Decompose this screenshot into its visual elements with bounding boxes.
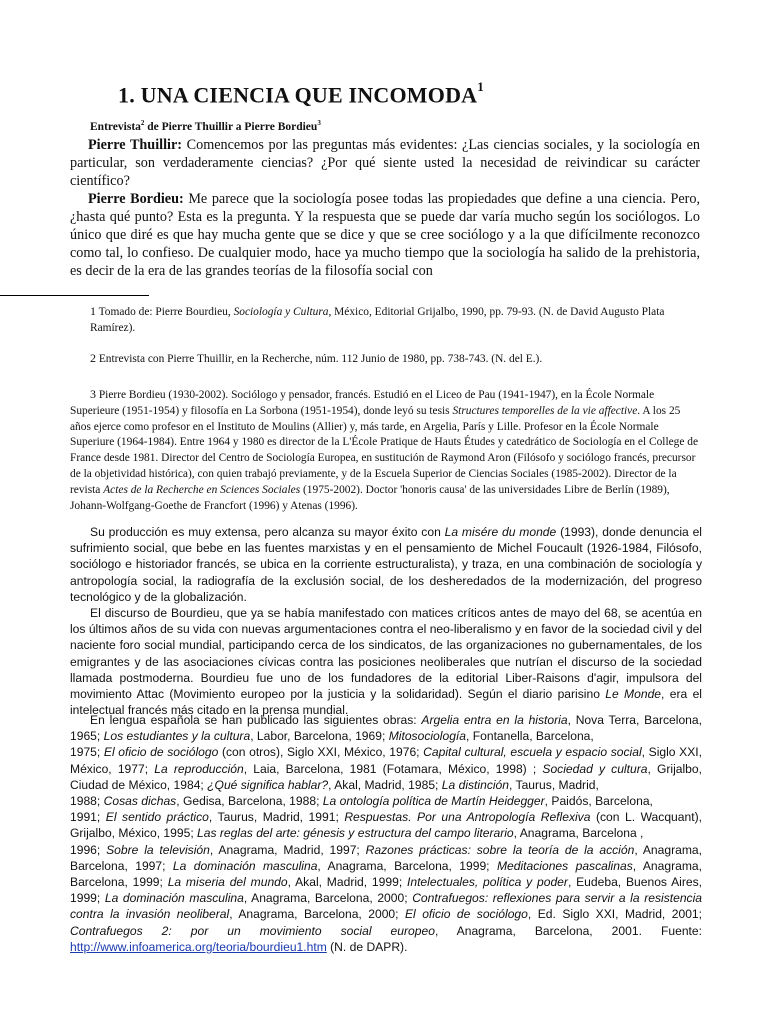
work-title: ¿Qué significa hablar? bbox=[207, 777, 329, 792]
work-detail: , Anagrama, Barcelona, 1997; bbox=[70, 842, 703, 873]
work-detail: , Anagrama, Barcelona, 2000; bbox=[243, 891, 413, 906]
paragraph-thuillir: Pierre Thuillir: Comencemos por las preguntas más evidentes: ¿Las ciencias sociales, y la sociología en particular, son verdaderamente ciencias? ¿Por qué siente usted la necesidad de reivindicar su carácter científico? bbox=[70, 137, 700, 189]
work-title: La reproducción bbox=[154, 761, 244, 776]
work-title: El oficio de sociólogo bbox=[404, 907, 528, 922]
work-detail: 1988; bbox=[70, 794, 104, 809]
work-title: Las reglas del arte: génesis y estructura del campo literario bbox=[197, 826, 514, 841]
work-title: Meditaciones pascalinas bbox=[496, 858, 633, 873]
work-detail: 1991; bbox=[70, 810, 106, 825]
footnote-2: 2 Entrevista con Pierre Thuillir, en la Recherche, núm. 112 Junio de 1980, pp. 738-743. (N. del E.). bbox=[90, 351, 543, 365]
page-title: 1. UNA CIENCIA QUE INCOMODA$^1$ bbox=[118, 79, 484, 108]
works-list bbox=[70, 713, 702, 938]
work-detail: , Taurus, Madrid, bbox=[509, 777, 599, 792]
work-title: La dominación masculina bbox=[172, 858, 318, 873]
work-title: Argelia entra en la historia bbox=[421, 713, 568, 727]
work-detail: , Gedisa, Barcelona, 1988; bbox=[176, 794, 323, 809]
footnote-3: 3 Pierre Bordieu (1930-2002). Sociólogo y pensador, francés. Estudió en el Liceo de Pau (1941-1947), en la École Normale Superieure (1951-1954) y filosofía en La Sorbona (1951-1954), donde leyó su tesis Structures temporelles de la vie affective. A los 25 años ejerce como profesor en el Instituto de Moulins (Allier) y, más tarde, en Argelia, París y Lille. Profesor en la École Normale Superiure (1964-1984). Entre 1964 y 1980 es director de la L'École Pratique de Hauts Études y catedrático de Sociología en el College de France desde 1981. Director del Centro de Sociología Europea, en sustitución de Raymond Aron (Filósofo y sociólogo francés, precursor de la objetividad histórica), con quien trabajó previamente, y de la Escuela Superior de Ciencias Sociales (1985-2002). Director de la revista Actes de la Recherche en Sciences Sociales (1975-2002). Doctor 'honoris causa' de las universidades Libre de Berlín (1989), Johann-Wolfgang-Goethe de Francfort (1996) y Atenas (1996). bbox=[70, 387, 699, 512]
work-detail: , Ed. Siglo XXI, Madrid, 2001; bbox=[527, 907, 703, 922]
footnote-mark-3[interactable]: 3 bbox=[317, 119, 321, 127]
work-title: Cosas dichas bbox=[103, 794, 177, 809]
title-footnote-mark[interactable]: 1 bbox=[477, 79, 484, 94]
speaker-thuillir: Pierre Thuillir: bbox=[88, 137, 182, 153]
work-detail: , Akal, Madrid, 1999; bbox=[287, 875, 407, 890]
work-title: Los estudiantes y la cultura bbox=[103, 729, 251, 744]
work-title: Respuestas. Por una Antropología Reflexiva bbox=[344, 810, 591, 825]
footnote-separator bbox=[0, 295, 149, 296]
work-detail: , Siglo XXI, México, 1977; bbox=[70, 745, 702, 776]
work-title: Capital cultural, escuela y espacio social bbox=[423, 745, 642, 760]
work-detail: (con otros), Siglo XXI, México, 1976; bbox=[218, 745, 424, 760]
paragraph-discurso: El discurso de Bourdieu, que ya se había manifestado con matices críticos antes de mayo del 68, se acentúa en los últimos años de su vida con nuevas argumentaciones contra el neo-liberalismo y en favor de la sociedad civil y del naciente foro social mundial, participando cerca de los sindicatos, de las organizaciones no gubernamentales, de los emigrantes y de las asociaciones cívicas contra las posiciones neoliberales que nutrían el discurso de la sociedad llamada postmoderna. Bourdieu fue uno de los fundadores de la editorial Liber-Raisons d'agir, impulsora del movimiento Attac (Movimiento europeo por la justicia y la solidaridad). Según el diario parisino Le Monde, era el intelectual francés más citado en la prensa mundial. bbox=[70, 606, 702, 718]
work-detail: 1996; bbox=[70, 842, 107, 857]
footnote-mark-2[interactable]: 2 bbox=[140, 119, 145, 127]
interview-subtitle: Entrevista$^2$ de Pierre Thuillir a Pierre Bordieu$^3$ bbox=[90, 119, 321, 133]
work-detail: , Anagrama, Barcelona, 1999; bbox=[70, 858, 702, 890]
work-detail: , Anagrama, Madrid, 1997; bbox=[209, 842, 366, 857]
work-detail: (con L. Wacquant), Grijalbo, México, 1995; bbox=[70, 810, 702, 841]
speaker-bordieu: Pierre Bordieu: bbox=[88, 191, 184, 207]
work-detail: , Eudeba, Buenos Aires, 1999; bbox=[70, 875, 703, 906]
work-detail: , Paidós, Barcelona, bbox=[544, 794, 653, 809]
work-title: El sentido práctico bbox=[105, 810, 209, 825]
work-title: Razones prácticas: sobre la teoría de la acción bbox=[365, 842, 635, 857]
work-title: La ontología política de Martín Heidegger bbox=[322, 794, 545, 809]
paragraph-produccion: Su producción es muy extensa, pero alcanza su mayor éxito con La misére du monde (1993), donde denuncia el sufrimiento social, que bebe en las fuentes marxistas y en el pensamiento de Michel Foucault (1926-1984, Filósofo, sociólogo e historiador francés, se ubica en la corriente estructuralista), y traza, en una combinación de sociología y antropología social, la radiografía de la exclusión social, de los desheredados de la modernización, del progreso tecnológico y de la globalización. bbox=[70, 525, 702, 604]
work-detail: , Anagrama, Barcelona, 1999; bbox=[317, 858, 497, 873]
work-title: Contrafuegos 2: por un movimiento social europeo bbox=[70, 923, 435, 938]
work-title: Contrafuegos: reflexiones para servir a la resistencia contra la invasión neoliberal bbox=[70, 891, 703, 922]
paragraph-obras bbox=[70, 712, 702, 955]
work-title: Intelectuales, política y poder bbox=[406, 875, 568, 890]
work-title: La miseria del mundo bbox=[167, 875, 288, 890]
works-tail: (N. de DAPR). bbox=[326, 939, 408, 954]
work-detail: , Nova Terra, Barcelona, 1965; bbox=[70, 713, 702, 744]
paragraph-bordieu: Pierre Bordieu: Me parece que la sociología posee todas las propiedades que define a una ciencia. Pero, ¿hasta qué punto? Esta es la pregunta. Y la respuesta que se puede dar varía mucho según los sociólogos. Lo único que diré es que hay mucha gente que se dice y que se cree sociólogo y a la que difícilmente reconozco como tal, lo confieso. De cualquier modo, hace ya mucho tiempo que la sociología ha salido de la prehistoria, es decir de la era de las grandes teorías de la filosofía social con bbox=[70, 191, 701, 279]
work-detail: En lengua española se han publicado las siguientes obras: bbox=[90, 713, 422, 727]
work-detail: , Grijalbo, Ciudad de México, 1984; bbox=[70, 761, 702, 792]
work-title: Sobre la televisión bbox=[106, 842, 210, 857]
work-title: La dominación masculina bbox=[104, 891, 244, 906]
work-detail: , Taurus, Madrid, 1991; bbox=[208, 810, 345, 825]
work-detail: , Labor, Barcelona, 1969; bbox=[250, 729, 389, 744]
work-detail: , Anagrama, Barcelona, 2000; bbox=[229, 907, 405, 922]
work-title: Sociedad y cultura bbox=[542, 761, 648, 776]
work-title: La distinción bbox=[441, 777, 510, 792]
work-detail: , Akal, Madrid, 1985; bbox=[328, 777, 442, 792]
work-detail: , Laia, Barcelona, 1981 (Fotamara, México, 1998) ; bbox=[243, 761, 543, 776]
work-detail: , Fontanella, Barcelona, bbox=[466, 729, 594, 744]
work-title: Mitosociología bbox=[388, 729, 467, 744]
work-title: El oficio de sociólogo bbox=[103, 745, 219, 760]
footnote-1: 1 Tomado de: Pierre Bourdieu, Sociología y Cultura, México, Editorial Grijalbo, 1990, pp. 79-93. (N. de David Augusto Plata Ramírez). bbox=[90, 304, 665, 334]
source-link[interactable]: http://www.infoamerica.org/teoria/bourdieu1.htm bbox=[70, 939, 327, 954]
work-detail: , Anagrama, Barcelona, 2001. Fuente: bbox=[434, 923, 702, 938]
work-detail: , Anagrama, Barcelona , bbox=[513, 826, 644, 841]
work-detail: 1975; bbox=[70, 745, 104, 760]
